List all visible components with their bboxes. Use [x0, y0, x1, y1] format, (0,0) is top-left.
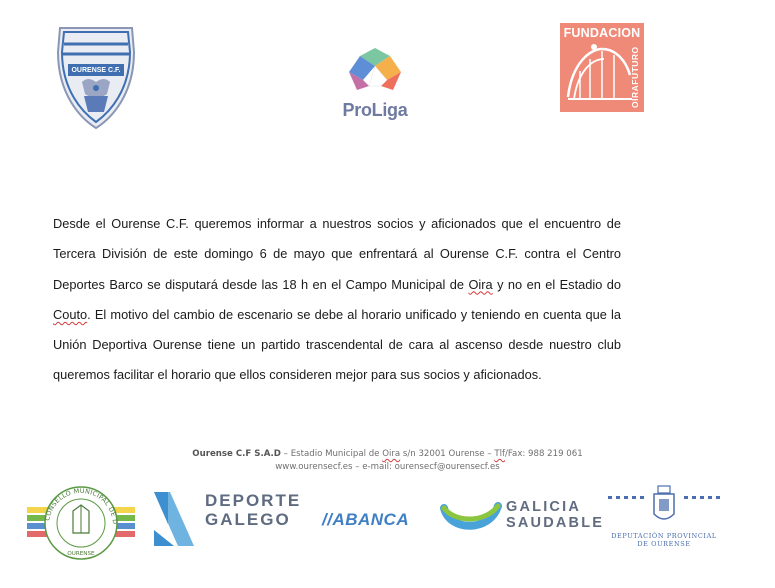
deputacion-line2: DE OURENSE: [637, 540, 691, 548]
galego-line: GALEGO: [205, 509, 291, 529]
galicia-line: GALICIA: [506, 499, 582, 515]
consello-municipal-deportes-logo: [25, 485, 137, 561]
deputacion-crest-icon: [604, 484, 724, 532]
deputacion-ourense-logo: [604, 484, 724, 554]
address-fax: /Fax: 988 219 061: [505, 449, 583, 459]
galicia-saudable-icon: [440, 498, 502, 538]
address-oira: Oira: [382, 449, 401, 459]
notice-text-part3: . El motivo del cambio de escenario se debe al horario unificado y teniendo en cuenta que la Unión Deportiva Ourense tiene un partido trascendental de cara al ascenso desde nuestro club queremos facilitar el horario que ellos consideren mejor para sus socios y aficionados.: [53, 306, 621, 383]
web-email-line: www.ourensecf.es – e-mail: ourensecf@ourensecf.es: [275, 461, 500, 472]
proliga-wordmark: ProLiga: [342, 100, 408, 120]
deporte-galego-icon: [150, 490, 200, 548]
deporte-galego-wordmark: [205, 492, 301, 529]
consello-city: OURENSE: [67, 551, 95, 557]
consello-seal-text: CONSELLO MUNICIPAL DE D: [43, 486, 120, 525]
company-name: Ourense C.F S.A.D: [192, 449, 281, 459]
ourense-cf-crest: [54, 24, 138, 132]
deputacion-line1: DEPUTACIÓN PROVINCIAL: [611, 532, 717, 540]
fundacion-title: FUNDACION: [563, 26, 641, 40]
notice-text-part2: y no en el Estadio do: [492, 276, 622, 292]
address-part2: s/n 32001 Ourense –: [400, 449, 495, 459]
crest-text: OURENSE C.F.: [71, 67, 121, 74]
notice-paragraph: [53, 209, 621, 391]
consello-seal-icon: [25, 485, 137, 561]
club-contact-footer: [120, 448, 655, 473]
deporte-line: DEPORTE: [205, 491, 302, 510]
proliga-logo: [335, 44, 415, 124]
address-part1: – Estadio Municipal de: [280, 449, 383, 459]
galicia-saudable-logo: [440, 498, 605, 538]
deputacion-wordmark: [604, 532, 724, 548]
deporte-galego-logo: [150, 490, 300, 548]
galicia-saudable-wordmark: [506, 500, 604, 531]
notice-text-part1: Desde el Ourense C.F. queremos informar a nuestros socios y aficionados que el encuentro de Tercera División de este domingo 6 de mayo que enfrentará al Ourense C.F. contra el Centro Deportes Barco se disputará desde las 18 h en el Campo Municipal de: [53, 216, 621, 292]
saudable-line: SAUDABLE: [506, 514, 605, 531]
proliga-icon: [335, 44, 415, 100]
fundacion-subtitle: OIRAFUTURO: [630, 46, 640, 108]
address-line: [120, 448, 655, 461]
address-tlf: Tlf: [494, 449, 505, 459]
spellcheck-word-oira: Oira: [468, 276, 493, 292]
spellcheck-word-couto: Couto: [53, 306, 88, 322]
abanca-logo: //ABANCA: [322, 510, 410, 529]
fundacion-oirafuturo-logo: [560, 23, 644, 112]
